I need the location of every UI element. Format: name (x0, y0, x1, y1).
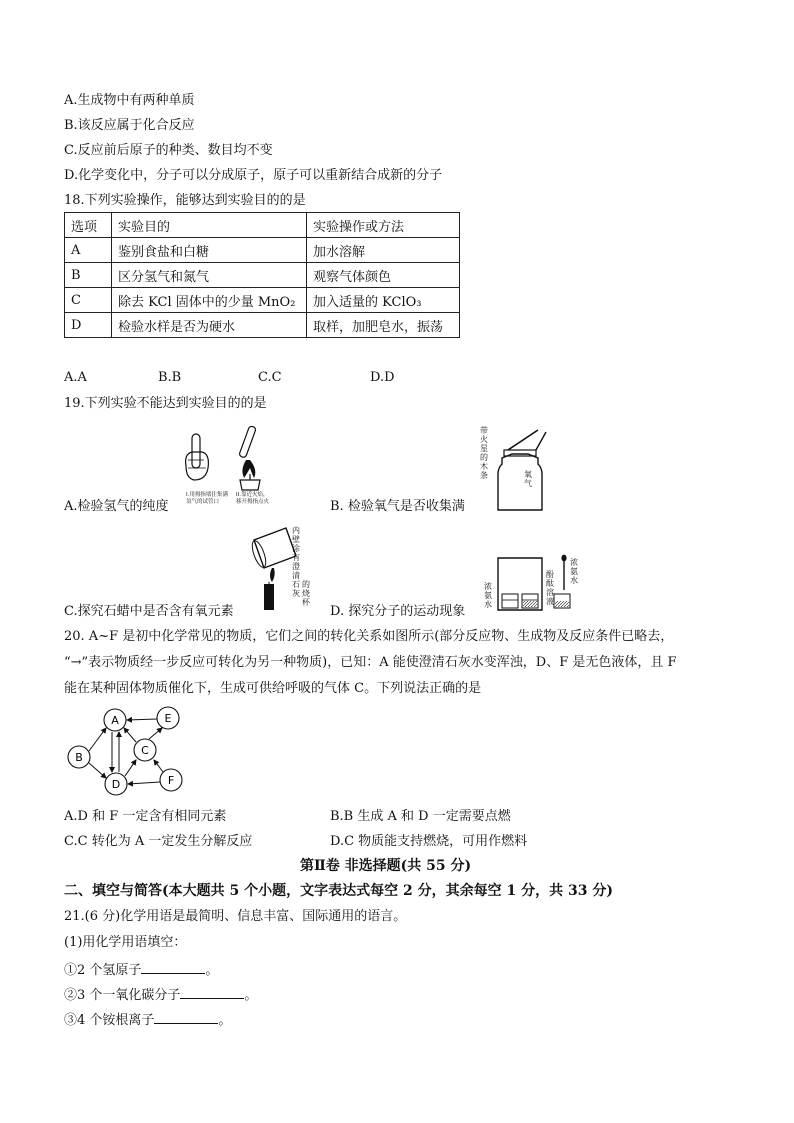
table-header-cell: 选项 (65, 213, 112, 238)
table-cell: 检验水样是否为硬水 (112, 313, 307, 338)
node-a-label: A (111, 714, 119, 727)
table-header-cell: 实验目的 (112, 213, 307, 238)
table-header-row (65, 213, 460, 238)
arrow-d-to-c (125, 760, 136, 776)
q17-option-b: B.该反应属于化合反应 (64, 118, 195, 133)
q21-item-end: 。 (244, 988, 258, 1003)
fig-a-caption-2b: 移开拇指点火 (236, 499, 270, 505)
answer-blank[interactable] (180, 984, 244, 999)
q17-option-a: A.生成物中有两种单质 (64, 93, 195, 108)
q21-sub: (1)用化学用语填空： (64, 935, 187, 950)
q17-option-d: D.化学变化中，分子可以分成原子，原子可以重新结合成新的分子 (64, 168, 443, 183)
node-f-label: F (167, 774, 175, 787)
arrow-b-to-a (89, 728, 106, 751)
fig-c-label-2: 的 烧 杯 (302, 580, 310, 607)
figure-hydrogen-test (178, 424, 288, 514)
fig-a-caption-1b: 氢气的试管口 (186, 499, 220, 505)
arrow-c-to-e (149, 728, 162, 739)
q20-transform-diagram (60, 700, 200, 800)
q20-option-b: B.B 生成 A 和 D 一定需要点燃 (330, 809, 511, 824)
q21-item-2-label: ②3 个一氧化碳分子 (64, 988, 181, 1003)
q21-item-3 (64, 1009, 231, 1030)
q21-item-2 (64, 984, 257, 1005)
table-cell: 区分氢气和氮气 (112, 263, 307, 288)
fig-a-caption-1a: I.用拇指堵住集满 (186, 492, 228, 498)
part2-title: 第Ⅱ卷 非选择题(共 55 分) (300, 858, 472, 874)
table-cell: C (65, 288, 112, 313)
node-e-label: E (164, 712, 172, 725)
fig-c-label: 内 壁 涂 有 澄 清 石 灰 (292, 526, 300, 598)
arrow-e-to-a (127, 719, 157, 720)
arrow-b-to-d (89, 763, 106, 778)
q21-item-end: 。 (218, 1013, 232, 1028)
fig-b-label-strip: 带 火 星 的 木 条 (480, 426, 488, 480)
fig-b-label-gas: 氧 气 (524, 470, 532, 488)
fig-d-label-2: 酚 酞 溶 液 (546, 570, 554, 606)
q18-table (64, 212, 460, 338)
q20-line-1: 20. A~F 是初中化学常见的物质，它们之间的转化关系如图所示(部分反应物、生成物及反应条件已略去， (64, 629, 674, 644)
table-row (65, 288, 460, 313)
table-row (65, 263, 460, 288)
node-c-label: C (141, 744, 149, 757)
table-header-cell: 实验操作或方法 (307, 213, 460, 238)
table-cell: 加入适量的 KClO₃ (307, 288, 460, 313)
fig-a-caption-2a: II.靠近火焰， (236, 492, 269, 498)
arrow-f-to-d (128, 782, 160, 784)
q18-choice-d: D.D (370, 370, 395, 385)
q21-item-3-label: ③4 个铵根离子 (64, 1013, 155, 1028)
table-row (65, 238, 460, 263)
answer-blank[interactable] (141, 959, 205, 974)
q20-option-c: C.C 转化为 A 一定发生分解反应 (64, 834, 253, 849)
q18-choice-b: B.B (158, 370, 182, 385)
q19-stem: 19.下列实验不能达到实验目的的是 (64, 396, 267, 411)
table-cell: A (65, 238, 112, 263)
q17-option-c: C.反应前后原子的种类、数目均不变 (64, 143, 273, 158)
q20-line-3: 能在某种固体物质催化下，生成可供给呼吸的气体 C。下列说法正确的是 (64, 681, 482, 696)
table-cell: 除去 KCl 固体中的少量 MnO₂ (112, 288, 307, 313)
figure-oxygen-bottle (478, 424, 558, 514)
node-d-label: D (111, 778, 121, 791)
table-cell: 取样，加肥皂水，振荡 (307, 313, 460, 338)
q20-option-d: D.C 物质能支持燃烧，可用作燃料 (330, 834, 528, 849)
arrow-c-to-a (124, 728, 136, 742)
table-cell: 加水溶解 (307, 238, 460, 263)
arrow-f-to-c (154, 760, 163, 772)
fig-d-label-3: 浓 氨 水 (570, 558, 578, 585)
table-cell: 鉴别食盐和白糖 (112, 238, 307, 263)
q20-line-2: “→”表示物质经一步反应可转化为另一种物质)，已知：A 能使澄清石灰水变浑浊，D、F 是无色液体，且 F (64, 655, 677, 670)
q21-stem: 21.(6 分)化学用语是最简明、信息丰富、国际通用的语言。 (64, 909, 407, 924)
q20-option-a: A.D 和 F 一定含有相同元素 (64, 809, 227, 824)
section2-title: 二、填空与简答(本大题共 5 个小题，文字表达式每空 2 分，其余每空 1 分，共 33 分) (64, 883, 613, 899)
table-cell: D (65, 313, 112, 338)
q18-choice-c: C.C (258, 370, 282, 385)
q18-choice-a: A.A (64, 370, 87, 385)
q19-option-c: C.探究石蜡中是否含有氧元素 (64, 604, 234, 619)
q19-option-a: A.检验氢气的纯度 (64, 499, 169, 514)
table-cell: B (65, 263, 112, 288)
q18-stem: 18.下列实验操作，能够达到实验目的的是 (64, 193, 306, 208)
q19-option-b: B. 检验氧气是否收集满 (330, 499, 465, 514)
q21-item-1-label: ①2 个氢原子 (64, 963, 142, 978)
figure-candle-beaker (246, 522, 326, 612)
fig-d-label-1: 浓 氨 水 (484, 582, 492, 609)
table-cell: 观察气体颜色 (307, 263, 460, 288)
answer-blank[interactable] (154, 1009, 218, 1024)
table-row (65, 313, 460, 338)
node-b-label: B (75, 751, 83, 764)
q21-item-end: 。 (205, 963, 219, 978)
q21-item-1 (64, 959, 218, 980)
q19-option-d: D. 探究分子的运动现象 (330, 604, 466, 619)
